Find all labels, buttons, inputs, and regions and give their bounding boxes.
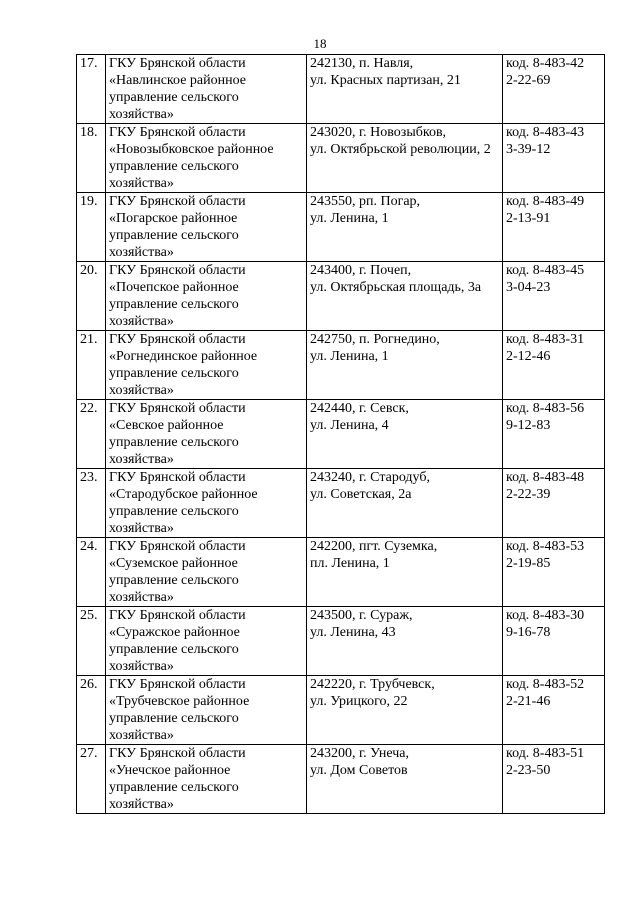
organization-line: ГКУ Брянской области	[109, 608, 246, 623]
phone-line: 9-12-83	[506, 418, 551, 433]
organization-line: «Стародубское районное	[109, 487, 258, 502]
phone-cell	[503, 55, 605, 124]
organization-line: ГКУ Брянской области	[109, 125, 246, 140]
table-row	[77, 676, 605, 745]
address-line: пл. Ленина, 1	[310, 556, 390, 571]
phone-cell	[503, 124, 605, 193]
row-number-cell: 22.	[77, 400, 106, 469]
organization-line: «Новозыбковское районное	[109, 142, 274, 157]
phone-line: 2-13-91	[506, 211, 551, 226]
phone-line: 2-22-39	[506, 487, 551, 502]
organization-line: управление сельского	[109, 297, 239, 312]
phone-cell	[503, 538, 605, 607]
table-row	[77, 469, 605, 538]
organization-line: управление сельского	[109, 711, 239, 726]
table-row	[77, 538, 605, 607]
phone-line: код. 8-483-43	[506, 125, 585, 140]
address-line: ул. Красных партизан, 21	[310, 73, 461, 88]
phone-cell	[503, 331, 605, 400]
phone-line: код. 8-483-53	[506, 539, 585, 554]
organization-line: управление сельского	[109, 228, 239, 243]
table-row	[77, 262, 605, 331]
organization-line: «Навлинское районное	[109, 73, 246, 88]
table-row	[77, 400, 605, 469]
address-line: 243500, г. Сураж,	[310, 608, 413, 623]
row-number-cell: 21.	[77, 331, 106, 400]
organization-line: ГКУ Брянской области	[109, 539, 246, 554]
organization-line: хозяйства»	[109, 107, 174, 122]
row-number-cell: 25.	[77, 607, 106, 676]
table-row	[77, 124, 605, 193]
table-row	[77, 55, 605, 124]
organization-line: хозяйства»	[109, 728, 174, 743]
row-number-cell: 18.	[77, 124, 106, 193]
organization-line: управление сельского	[109, 642, 239, 657]
organization-line: «Трубчевское районное	[109, 694, 250, 709]
organization-cell	[106, 262, 307, 331]
phone-line: 2-23-50	[506, 763, 551, 778]
organization-cell	[106, 538, 307, 607]
phone-line: код. 8-483-48	[506, 470, 585, 485]
address-cell	[307, 607, 503, 676]
organization-line: ГКУ Брянской области	[109, 263, 246, 278]
table-body	[77, 55, 605, 814]
organization-cell	[106, 193, 307, 262]
address-line: 243400, г. Почеп,	[310, 263, 412, 278]
address-line: ул. Советская, 2а	[310, 487, 412, 502]
phone-line: 2-22-69	[506, 73, 551, 88]
row-number-cell: 19.	[77, 193, 106, 262]
address-line: 242440, г. Севск,	[310, 401, 409, 416]
organization-cell	[106, 331, 307, 400]
address-line: 242220, г. Трубчевск,	[310, 677, 435, 692]
organization-line: управление сельского	[109, 780, 239, 795]
organization-line: ГКУ Брянской области	[109, 677, 246, 692]
organization-line: управление сельского	[109, 435, 239, 450]
address-line: ул. Ленина, 1	[310, 349, 389, 364]
address-line: ул. Ленина, 43	[310, 625, 396, 640]
organization-line: управление сельского	[109, 366, 239, 381]
address-line: 243550, рп. Погар,	[310, 194, 421, 209]
address-cell	[307, 193, 503, 262]
organization-line: хозяйства»	[109, 659, 174, 674]
phone-line: код. 8-483-45	[506, 263, 585, 278]
organization-line: управление сельского	[109, 504, 239, 519]
organization-cell	[106, 607, 307, 676]
agriculture-offices-table	[76, 54, 605, 814]
organization-line: хозяйства»	[109, 176, 174, 191]
address-line: 243240, г. Стародуб,	[310, 470, 430, 485]
organization-line: ГКУ Брянской области	[109, 194, 246, 209]
address-line: ул. Урицкого, 22	[310, 694, 408, 709]
organization-line: «Суражское районное	[109, 625, 240, 640]
phone-cell	[503, 193, 605, 262]
phone-line: код. 8-483-52	[506, 677, 585, 692]
organization-line: хозяйства»	[109, 521, 174, 536]
organization-line: ГКУ Брянской области	[109, 470, 246, 485]
phone-line: 2-19-85	[506, 556, 551, 571]
address-cell	[307, 469, 503, 538]
table-row	[77, 607, 605, 676]
organization-line: хозяйства»	[109, 452, 174, 467]
phone-line: 2-12-46	[506, 349, 551, 364]
address-line: 242750, п. Рогнедино,	[310, 332, 440, 347]
table-row	[77, 331, 605, 400]
address-cell	[307, 538, 503, 607]
row-number-cell: 27.	[77, 745, 106, 814]
phone-cell	[503, 262, 605, 331]
row-number-cell: 26.	[77, 676, 106, 745]
phone-cell	[503, 745, 605, 814]
phone-line: код. 8-483-31	[506, 332, 585, 347]
organization-line: «Унечское районное	[109, 763, 231, 778]
organization-line: «Почепское районное	[109, 280, 239, 295]
address-cell	[307, 124, 503, 193]
organization-cell	[106, 55, 307, 124]
phone-line: 3-39-12	[506, 142, 551, 157]
phone-line: 3-04-23	[506, 280, 551, 295]
organization-line: хозяйства»	[109, 590, 174, 605]
phone-line: 2-21-46	[506, 694, 551, 709]
page-number: 18	[313, 36, 327, 51]
organization-line: хозяйства»	[109, 314, 174, 329]
address-line: ул. Ленина, 4	[310, 418, 389, 433]
phone-line: 9-16-78	[506, 625, 551, 640]
organization-line: управление сельского	[109, 90, 239, 105]
address-line: ул. Октябрьской революции, 2	[310, 142, 491, 157]
address-line: ул. Дом Советов	[310, 763, 408, 778]
organization-line: «Рогнединское районное	[109, 349, 258, 364]
address-cell	[307, 745, 503, 814]
organization-line: ГКУ Брянской области	[109, 746, 246, 761]
organization-line: «Погарское районное	[109, 211, 238, 226]
address-cell	[307, 676, 503, 745]
address-cell	[307, 331, 503, 400]
row-number-cell: 23.	[77, 469, 106, 538]
phone-line: код. 8-483-51	[506, 746, 585, 761]
organization-line: «Севское районное	[109, 418, 224, 433]
address-line: 242130, п. Навля,	[310, 56, 414, 71]
phone-cell	[503, 676, 605, 745]
organization-cell	[106, 469, 307, 538]
phone-cell	[503, 607, 605, 676]
address-cell	[307, 55, 503, 124]
phone-cell	[503, 469, 605, 538]
organization-line: «Суземское районное	[109, 556, 238, 571]
row-number-cell: 20.	[77, 262, 106, 331]
address-line: ул. Ленина, 1	[310, 211, 389, 226]
row-number-cell: 24.	[77, 538, 106, 607]
row-number-cell: 17.	[77, 55, 106, 124]
organization-line: ГКУ Брянской области	[109, 401, 246, 416]
phone-line: код. 8-483-49	[506, 194, 585, 209]
organization-cell	[106, 124, 307, 193]
organization-cell	[106, 676, 307, 745]
organization-line: управление сельского	[109, 573, 239, 588]
address-line: 242200, пгт. Суземка,	[310, 539, 438, 554]
table-row	[77, 193, 605, 262]
address-line: 243020, г. Новозыбков,	[310, 125, 447, 140]
phone-line: код. 8-483-56	[506, 401, 585, 416]
organization-line: управление сельского	[109, 159, 239, 174]
phone-cell	[503, 400, 605, 469]
organization-line: ГКУ Брянской области	[109, 56, 246, 71]
phone-line: код. 8-483-30	[506, 608, 585, 623]
address-line: ул. Октябрьская площадь, 3а	[310, 280, 482, 295]
address-line: 243200, г. Унеча,	[310, 746, 409, 761]
address-cell	[307, 400, 503, 469]
phone-line: код. 8-483-42	[506, 56, 585, 71]
organization-cell	[106, 400, 307, 469]
organization-line: хозяйства»	[109, 797, 174, 812]
organization-line: ГКУ Брянской области	[109, 332, 246, 347]
address-cell	[307, 262, 503, 331]
organization-line: хозяйства»	[109, 383, 174, 398]
organization-line: хозяйства»	[109, 245, 174, 260]
table-row	[77, 745, 605, 814]
organization-cell	[106, 745, 307, 814]
